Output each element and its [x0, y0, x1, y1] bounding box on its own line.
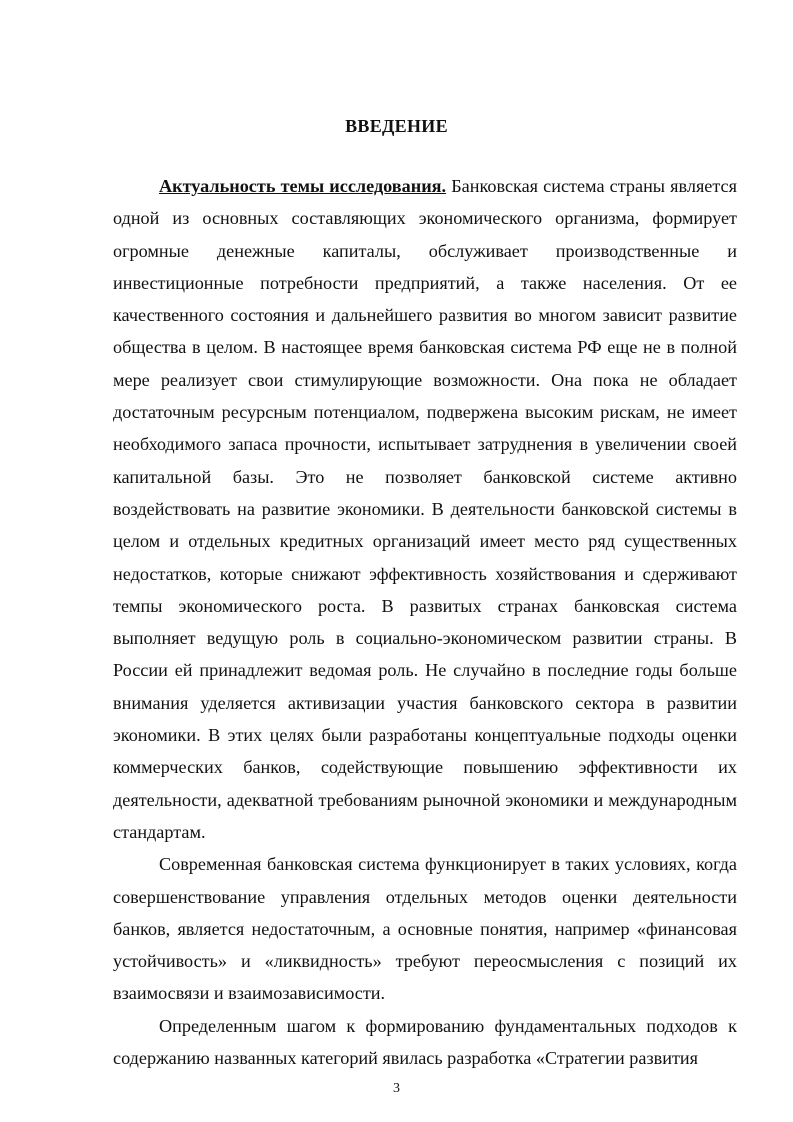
- paragraph-strategy: Определенным шагом к формированию фундаментальных подходов к содержанию названных категорий явилась разработка «Стратегии развития: [113, 1015, 737, 1069]
- body-text: [113, 170, 737, 1074]
- paragraph-text: Банковская система страны является одной из основных составляющих экономического организма, формирует огромные денежные капиталы, обслуживает производственные и инвестиционные потребности предприятий, а также населения. От ее качественного состояния и дальнейшего развития во многом зависит развитие общества в целом. В настоящее время банковская система РФ еще не в полной мере реализует свои стимулирующие возможности. Она пока не обладает достаточным ресурсным потенциалом, подвержена высоким рискам, не имеет необходимого запаса прочности, испытывает затруднения в увеличении своей капитальной базы. Это не позволяет банковской системе активно воздействовать на развитие экономики. В деятельности банковской системы в целом и отдельных кредитных организаций имеет место ряд существенных недостатков, которые снижают эффективность хозяйствования и сдерживают темпы экономического роста. В развитых странах банковская система выполняет ведущую роль в социально-экономическом развитии страны. В России ей принадлежит ведомая роль. Не случайно в последние годы больше внимания уделяется активизации участия банковского сектора в развитии экономики. В этих целях были разработаны концептуальные подходы оценки коммерческих банков, содействующие повышению эффективности их деятельности, адекватной требованиям рыночной экономики и международным стандартам.: [113, 176, 737, 842]
- page-title: ВВЕДЕНИЕ: [345, 116, 448, 136]
- paragraph-modern-system: Современная банковская система функционирует в таких условиях, когда совершенствование управления отдельных методов оценки деятельности банков, является недостаточным, а основные понятия, например «финансовая устойчивость» и «ликвидность» требуют переосмысления с позиций их взаимосвязи и взаимозависимости.: [113, 854, 737, 1004]
- page-number: 3: [393, 1081, 400, 1096]
- paragraph-relevance: [113, 170, 737, 848]
- paragraph-lead-heading: Актуальность темы исследования.: [159, 176, 447, 196]
